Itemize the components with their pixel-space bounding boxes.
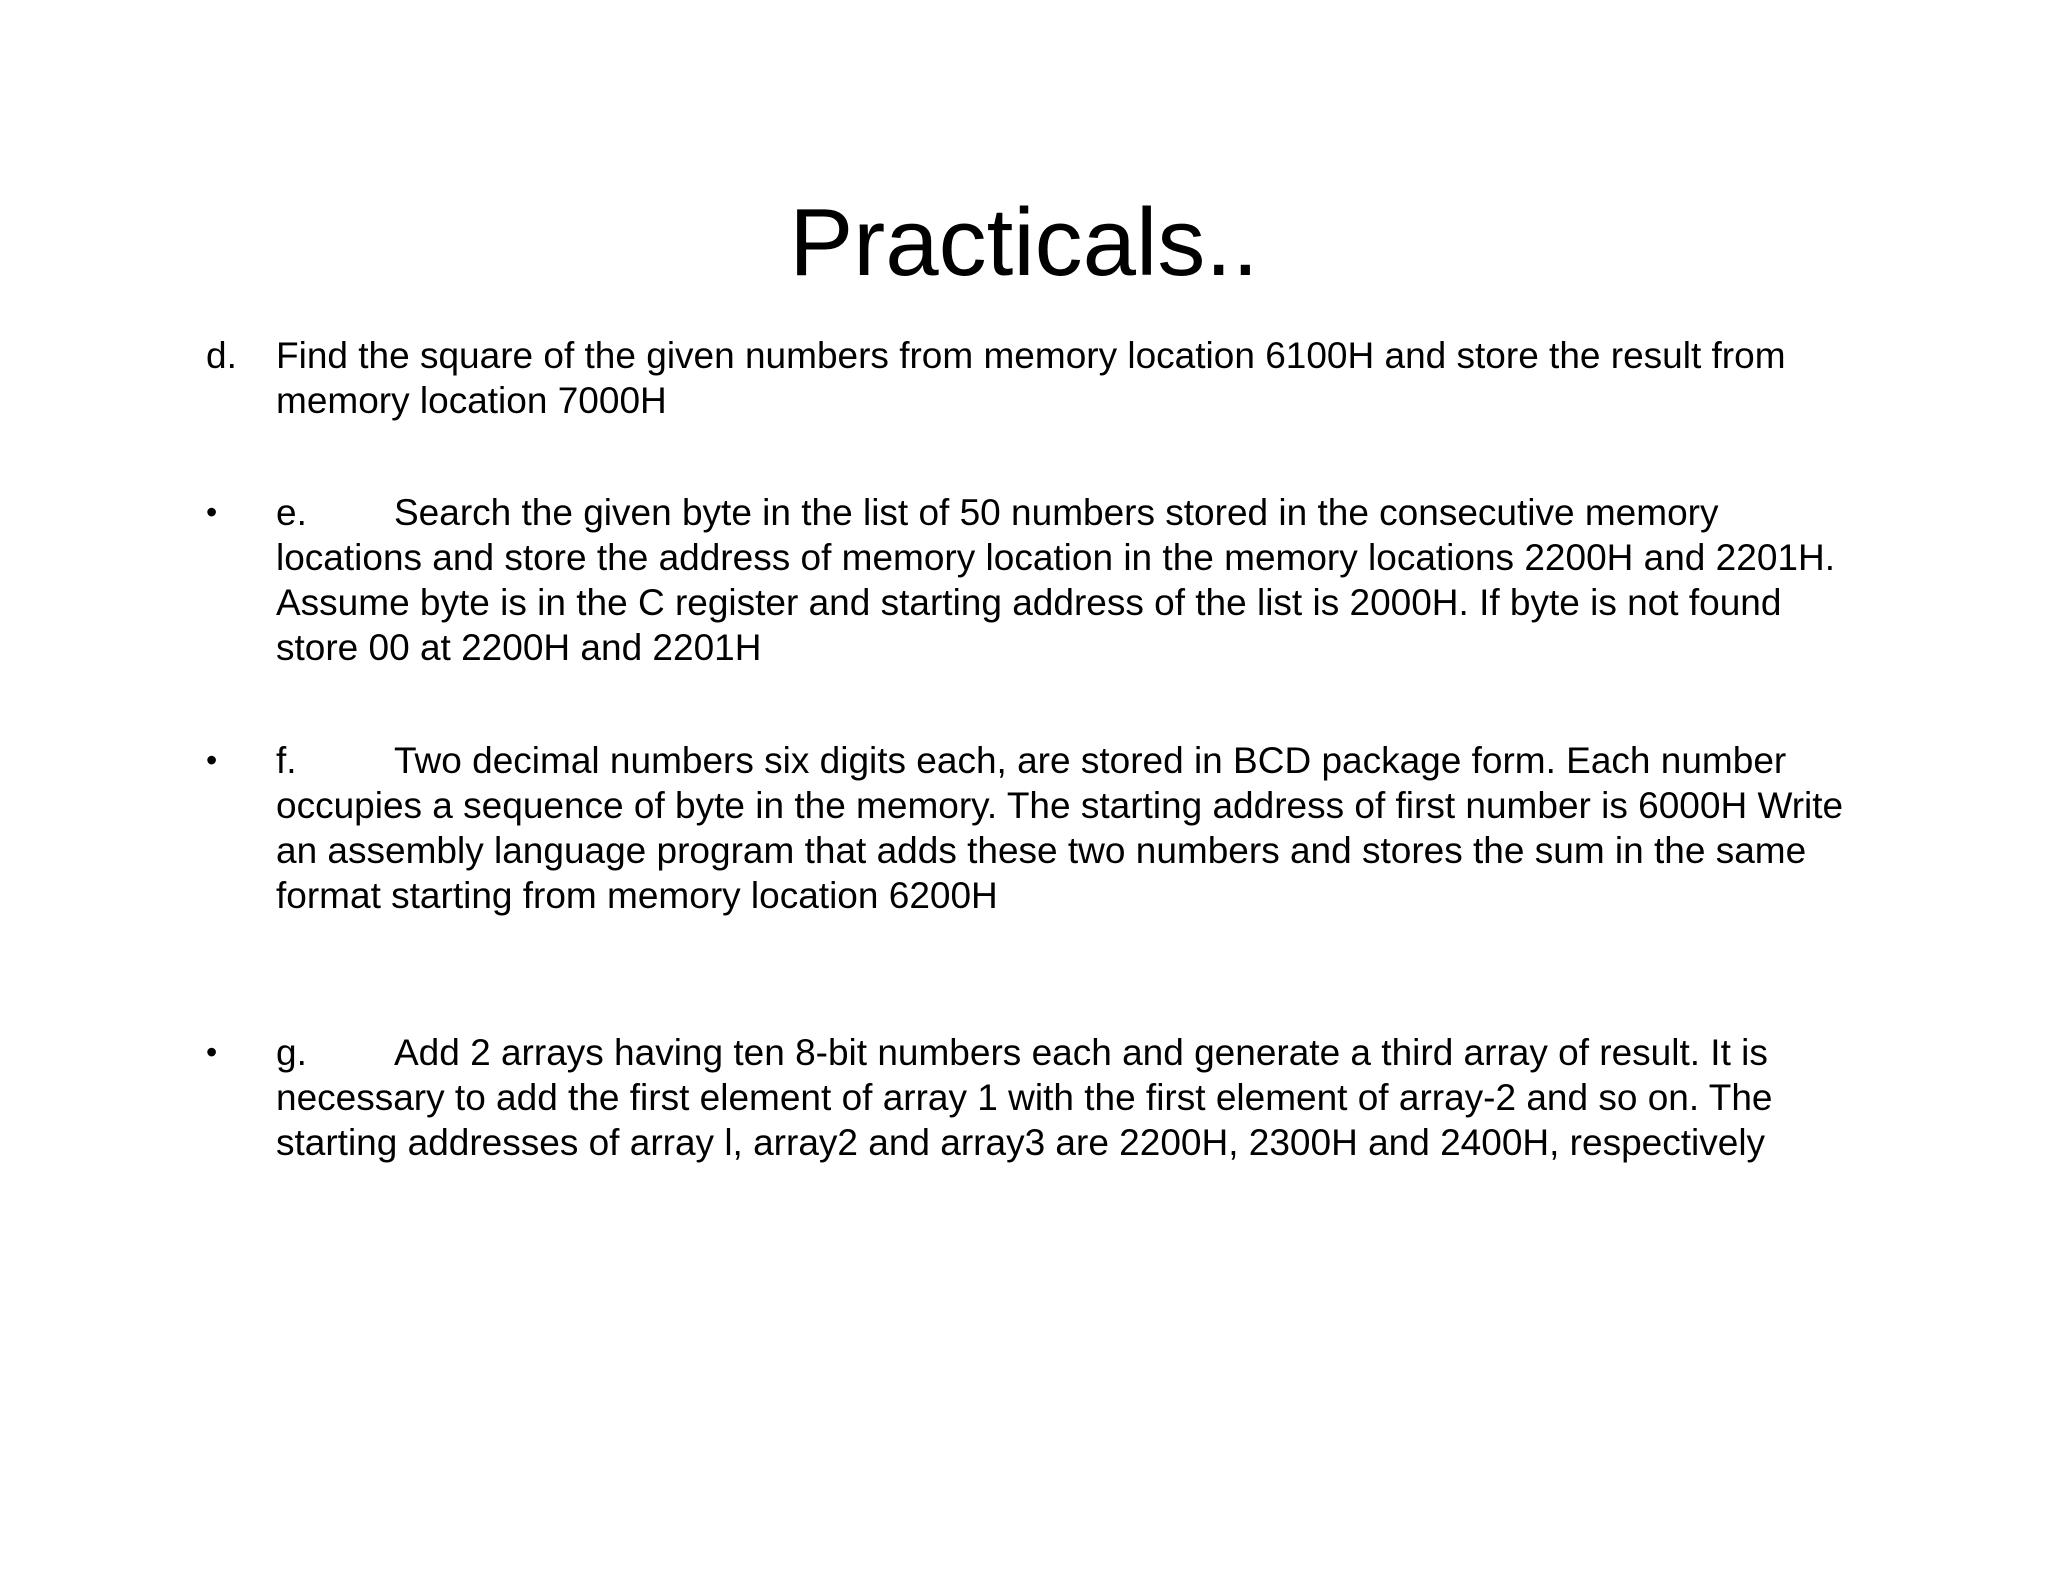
item-text (276, 1030, 1846, 1165)
item-body: Find the square of the given numbers from memory location 6100H and store the result from memory location 7000H (276, 335, 1786, 421)
bullet-icon: • (206, 742, 218, 778)
item-text (276, 738, 1846, 918)
slide-title: Practicals.. (789, 189, 1259, 296)
item-text (276, 333, 1846, 423)
item-body: Two decimal numbers six digits each, are stored in BCD package form. Each number occupies a sequence of byte in the memory. The starting address of first number is 6000H Write an assembly language program that adds these two numbers and stores the sum in the same format starting from memory location 6200H (276, 740, 1844, 916)
item-body: Search the given byte in the list of 50 numbers stored in the consecutive memory locations and store the address of memory location in the memory locations 2200H and 2201H. Assume byte is in the C register and starting address of the list is 2000H. If byte is not found store 00 at 2200H and 2201H (276, 492, 1835, 668)
bullet-icon: • (206, 494, 218, 530)
item-letter: e. (276, 492, 307, 533)
item-text (276, 490, 1846, 670)
item-marker: d. (206, 335, 237, 376)
item-letter: f. (276, 740, 297, 781)
bullet-icon: • (206, 1034, 218, 1070)
item-letter: g. (276, 1032, 307, 1073)
item-body: Add 2 arrays having ten 8-bit numbers each and generate a third array of result. It is necessary to add the first element of array 1 with the first element of array-2 and so on. The starting addresses of array l, array2 and array3 are 2200H, 2300H and 2400H, respectively (276, 1032, 1773, 1163)
